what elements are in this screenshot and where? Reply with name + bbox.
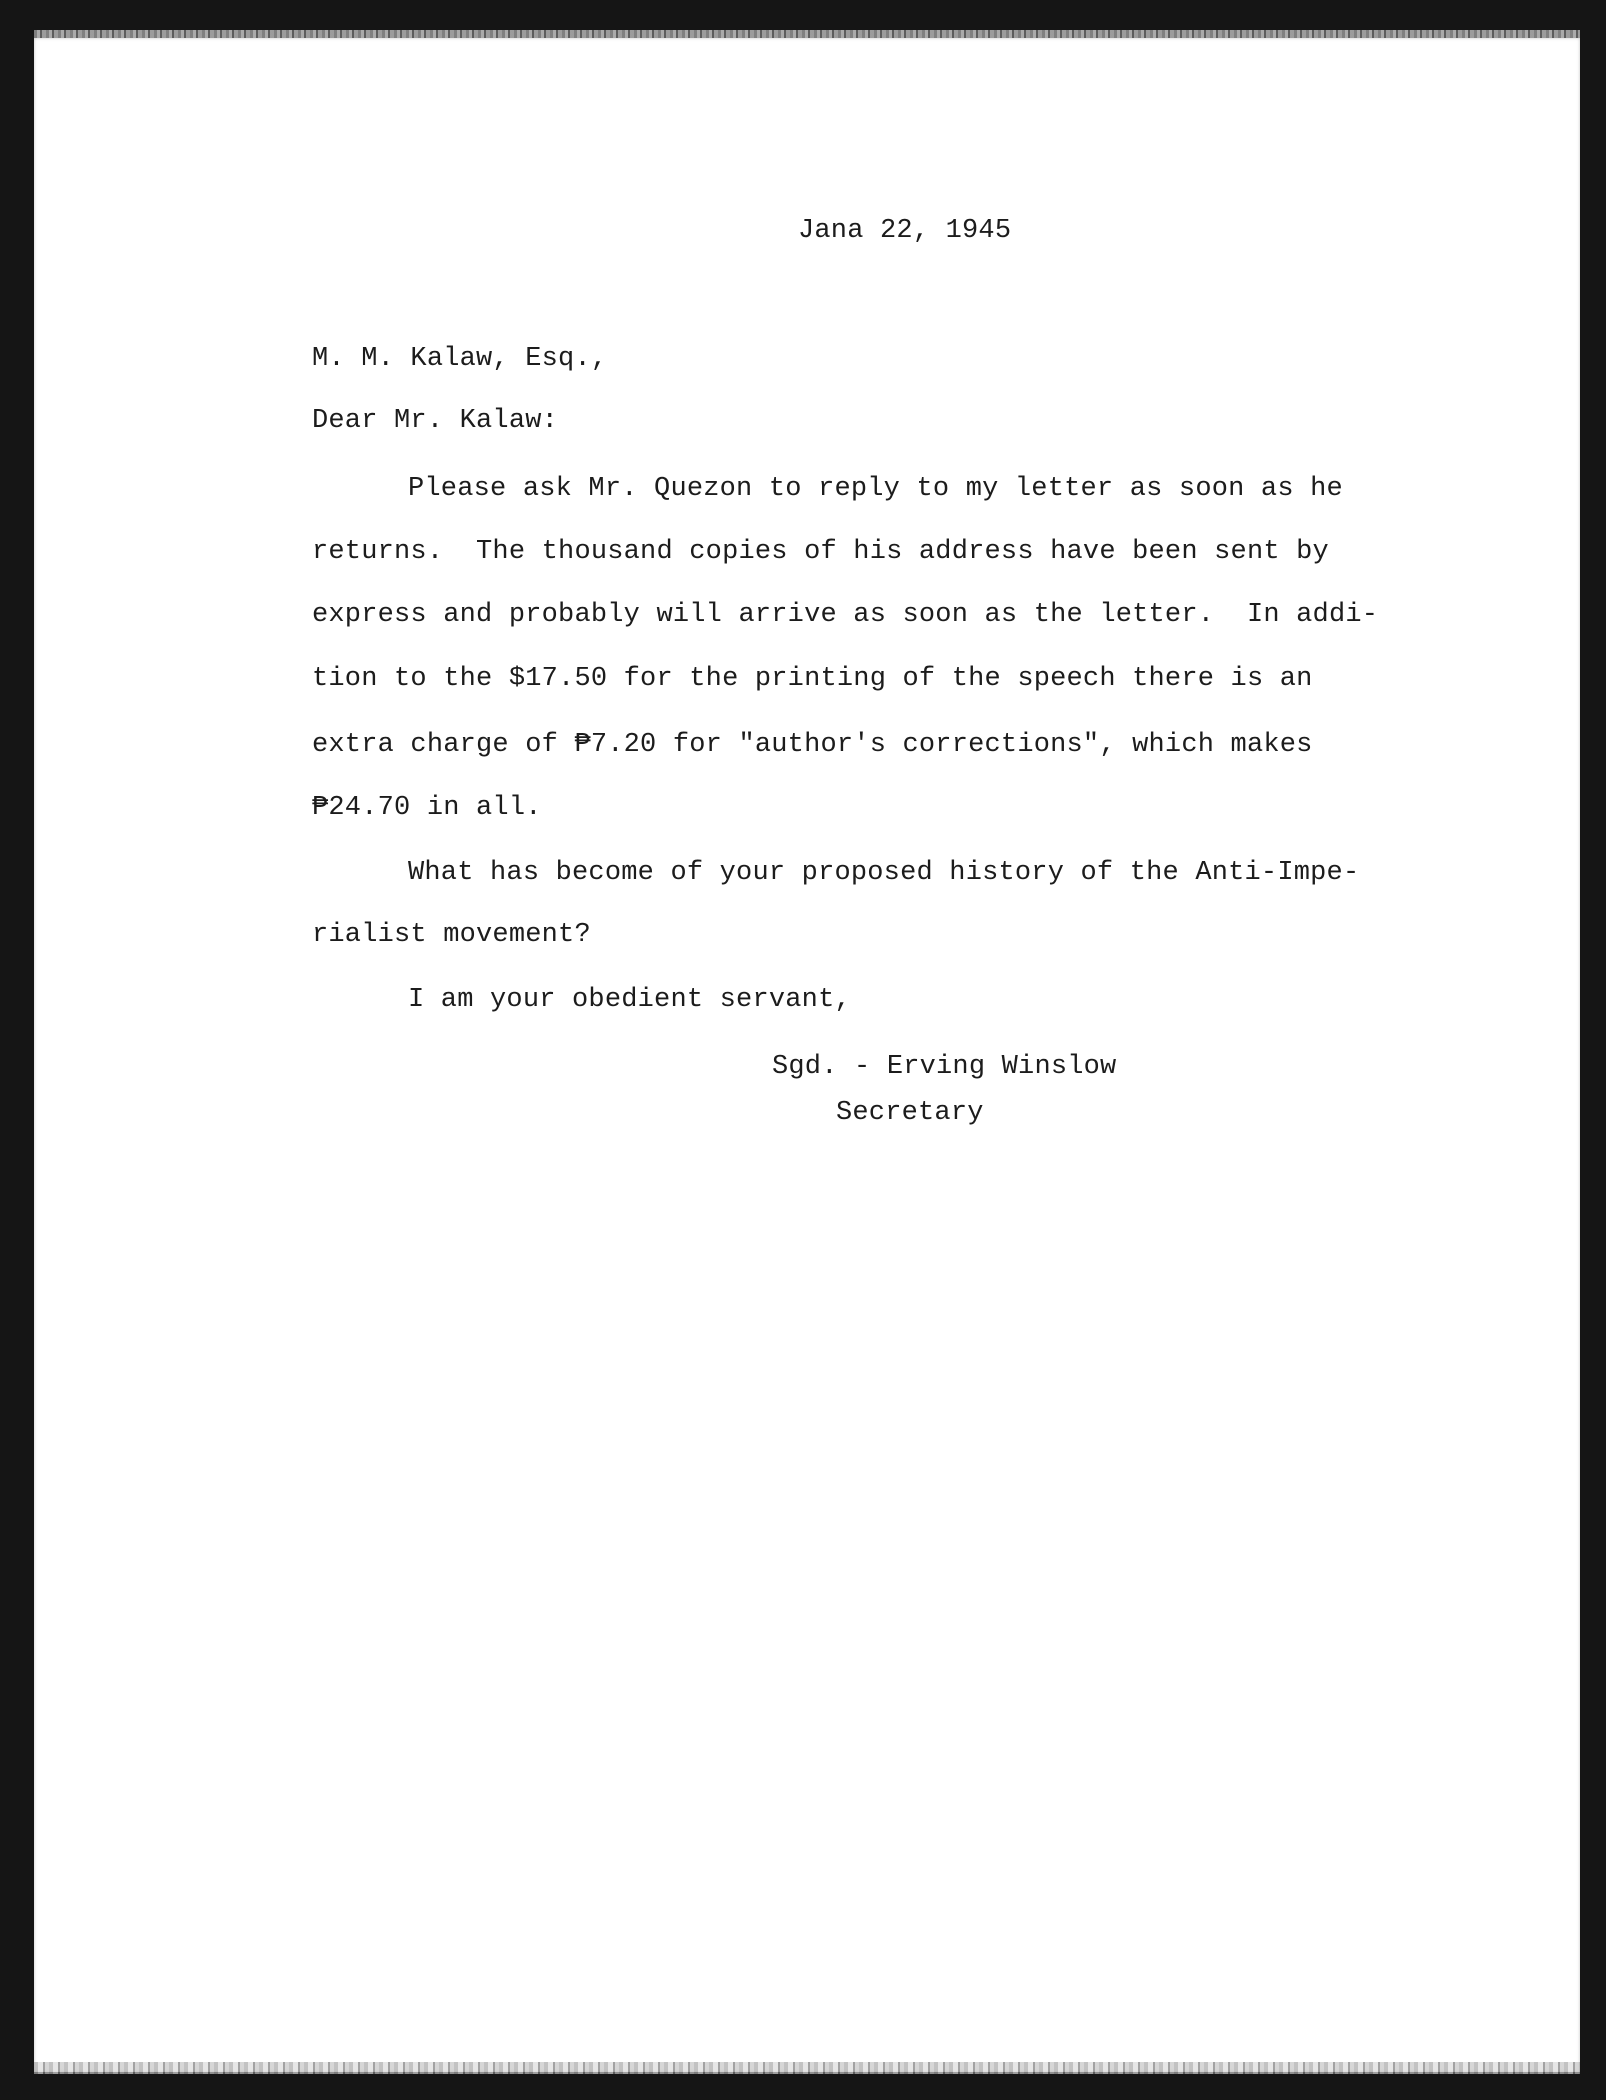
body-line: What has become of your proposed history of the Anti-Impe- (408, 858, 1360, 888)
body-line: ₱24.70 in all. (312, 793, 542, 823)
body-line: Please ask Mr. Quezon to reply to my letter as soon as he (408, 474, 1343, 504)
body-line: extra charge of ₱7.20 for "author's corrections", which makes (312, 730, 1313, 760)
scan-edge-bottom (34, 2062, 1580, 2074)
body-line: express and probably will arrive as soon as the letter. In addi- (312, 600, 1379, 630)
body-line: returns. The thousand copies of his address have been sent by (312, 537, 1329, 567)
body-line: rialist movement? (312, 920, 591, 950)
letter-date: Jana 22, 1945 (798, 216, 1012, 246)
signature-line: Sgd. - Erving Winslow (772, 1052, 1117, 1082)
salutation: Dear Mr. Kalaw: (312, 406, 559, 436)
closing: I am your obedient servant, (408, 985, 851, 1015)
recipient-line: M. M. Kalaw, Esq., (312, 344, 608, 374)
signatory-title: Secretary (836, 1098, 984, 1128)
body-line: tion to the $17.50 for the printing of the speech there is an (312, 664, 1313, 694)
